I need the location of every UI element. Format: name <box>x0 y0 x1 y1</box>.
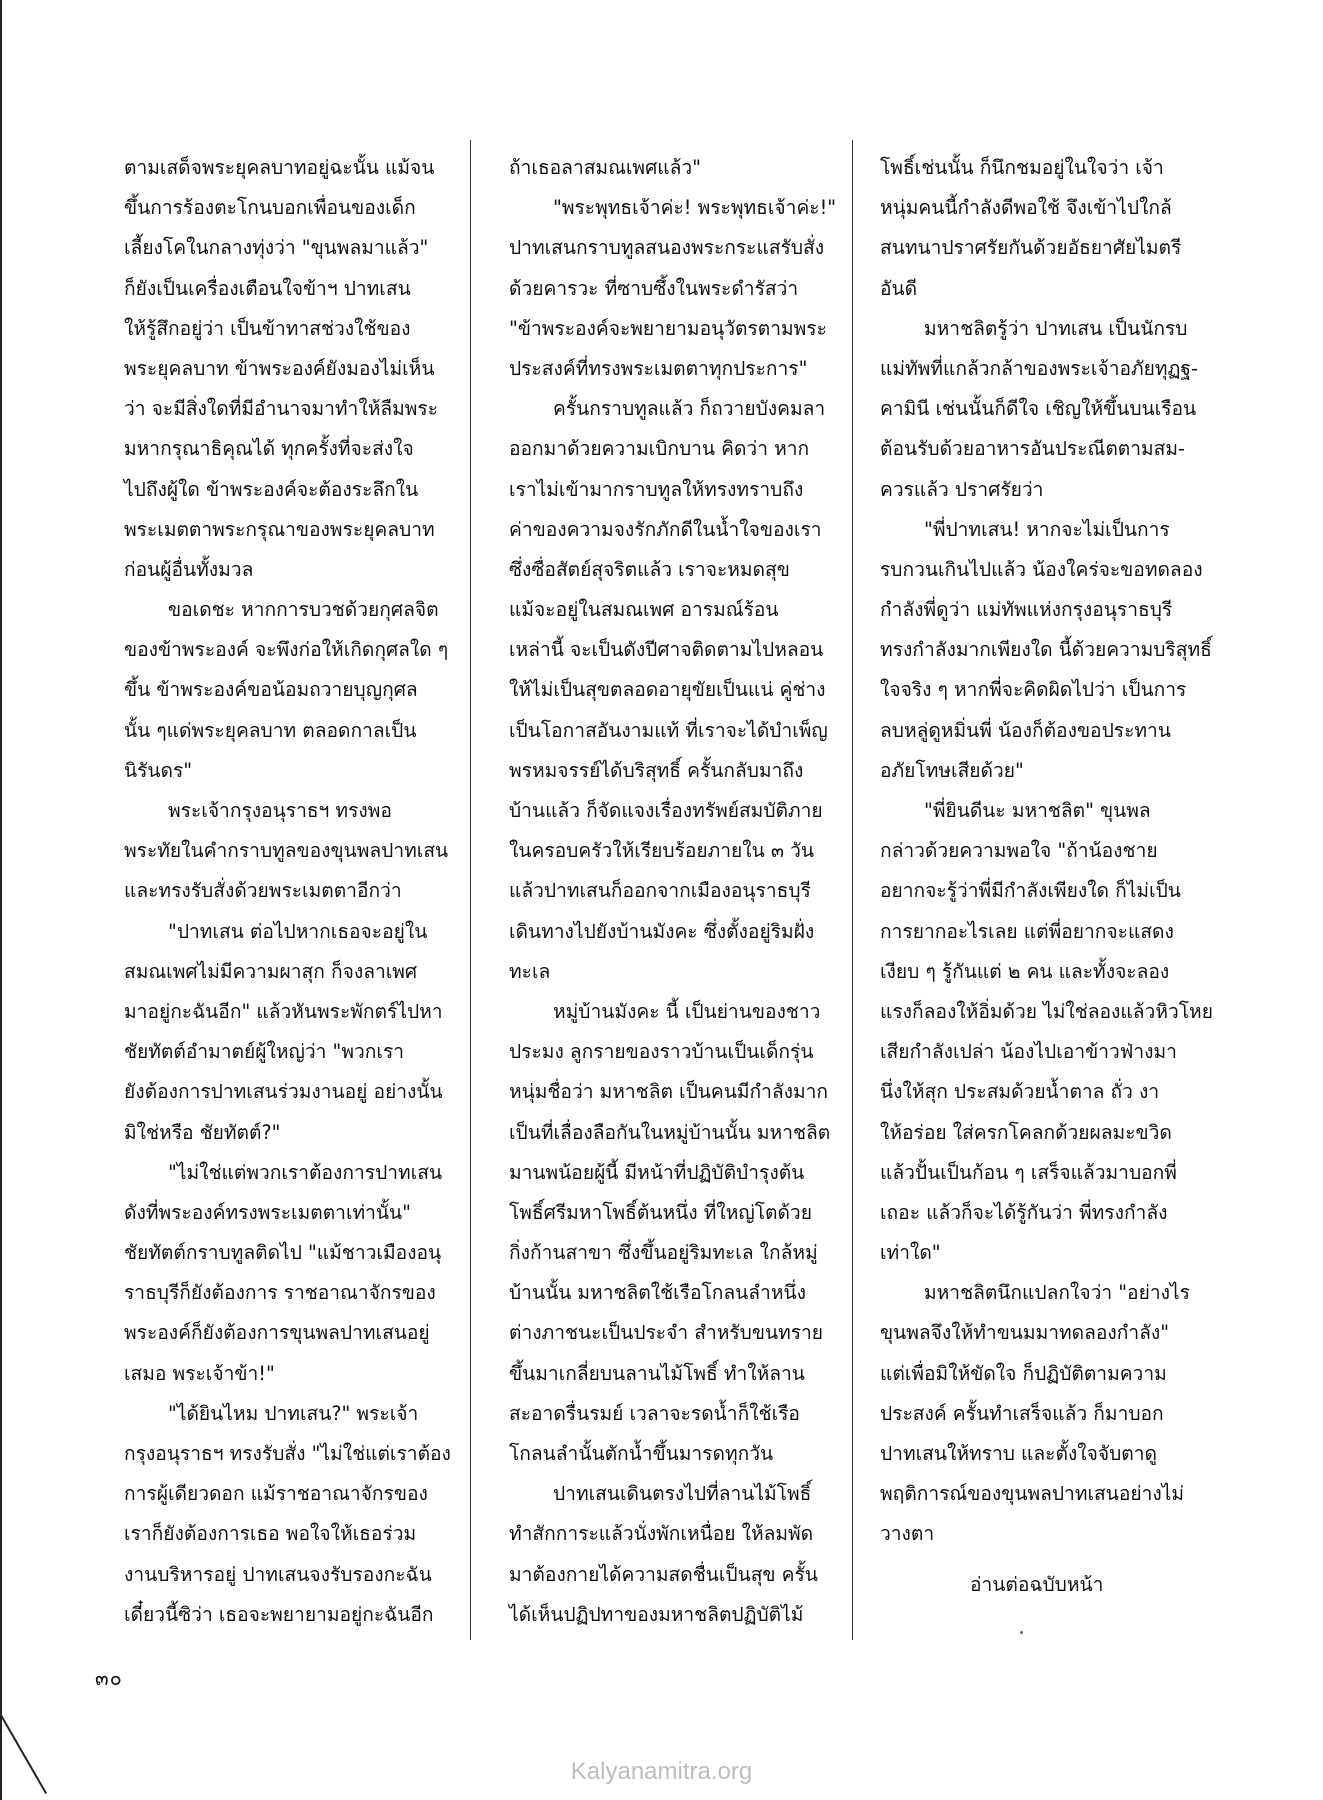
text-line: และทรงรับสั่งด้วยพระเมตตาอีกว่า <box>124 879 402 903</box>
text-line: ทะเล <box>509 959 551 983</box>
text-line: นึ่งให้สุก ประสมด้วยน้ำตาล ถั่ว งา <box>880 1080 1160 1104</box>
text-line: ขึ้น ข้าพระองค์ขอน้อมถวายบุญกุศล <box>124 678 418 702</box>
scan-speck <box>1020 1631 1023 1634</box>
text-line: ขึ้นมาเกลี่ยบนลานไม้โพธิ์ ทำให้ลาน <box>509 1361 805 1385</box>
text-line: ปาทเสนให้ทราบ และตั้งใจจับตาดู <box>880 1442 1158 1465</box>
column-divider <box>852 140 853 1640</box>
text-line: ว่า จะมีสิ่งใดที่มีอำนาจมาทำให้ลืมพระ <box>124 397 439 421</box>
text-line: ได้เห็นปฏิปทาของมหาชลิตปฏิบัติไม้ <box>509 1602 804 1626</box>
text-line: "พระพุทธเจ้าค่ะ! พระพุทธเจ้าค่ะ!" <box>553 196 837 220</box>
text-line: เท่าใด" <box>880 1241 941 1265</box>
text-line: ต้อนรับด้วยอาหารอันประณีตตามสม- <box>880 437 1185 461</box>
text-line: เราไม่เข้ามากราบทูลให้ทรงทราบถึง <box>509 477 804 501</box>
text-line: วางตา <box>880 1522 935 1546</box>
text-line: อยากจะรู้ว่าพี่มีกำลังเพียงใด ก็ไม่เป็น <box>880 879 1181 903</box>
text-line: พรหมจรรย์ได้บริสุทธิ์ ครั้นกลับมาถึง <box>509 758 804 782</box>
text-line: มิใช่หรือ ชัยทัตต์?" <box>124 1120 281 1144</box>
text-line: การยากอะไรเลย แต่พี่อยากจะแสดง <box>880 919 1174 943</box>
text-line: เราก็ยังต้องการเธอ พอใจให้เธอร่วม <box>124 1522 417 1546</box>
text-line: ไปถึงผู้ใด ข้าพระองค์จะต้องระลึกใน <box>124 477 419 501</box>
text-line: เป็นโอกาสอันงามแท้ ที่เราจะได้บำเพ็ญ <box>509 718 828 742</box>
text-line: เถอะ แล้วก็จะได้รู้กันว่า พี่ทรงกำลัง <box>880 1200 1168 1224</box>
text-line: รบกวนเกินไปแล้ว น้องใคร่จะขอทดลอง <box>880 557 1203 581</box>
text-line: ขุนพลจึงให้ทำขนมมาทดลองกำลัง" <box>880 1321 1170 1345</box>
text-line: แล้วปาทเสนก็ออกจากเมืองอนุราธบุรี <box>509 879 811 903</box>
text-line: ประสงค์ที่ทรงพระเมตตาทุกประการ" <box>509 356 808 380</box>
text-line: อภัยโทษเสียด้วย" <box>880 758 1024 782</box>
text-line: แม่ทัพที่แกล้วกล้าของพระเจ้าอภัยทุฏฐ- <box>880 356 1198 380</box>
text-line: "ข้าพระองค์จะพยายามอนุวัตรตามพระ <box>509 316 827 340</box>
text-line: มานพน้อยผู้นี้ มีหน้าที่ปฏิบัติบำรุงต้น <box>509 1160 805 1184</box>
text-line: เดินทางไปยังบ้านมังคะ ซึ่งตั้งอยู่ริมฝั่ง <box>509 919 815 943</box>
text-line: ให้ไม่เป็นสุขตลอดอายุขัยเป็นแน่ คู่ช่าง <box>509 678 826 702</box>
text-line: แต่เพื่อมิให้ขัดใจ ก็ปฏิบัติตามความ <box>880 1361 1167 1385</box>
text-line: "ปาทเสน ต่อไปหากเธอจะอยู่ใน <box>168 919 428 943</box>
text-line: คามินี เช่นนั้นก็ดีใจ เชิญให้ขึ้นบนเรือน <box>880 397 1197 421</box>
text-line: ประมง ลูกรายของราวบ้านเป็นเด็กรุ่น <box>509 1040 814 1064</box>
text-line: ให้รู้สึกอยู่ว่า เป็นข้าทาสช่วงใช้ของ <box>124 316 411 340</box>
text-line: มาต้องกายได้ความสดชื่นเป็นสุข ครั้น <box>509 1562 818 1586</box>
text-line: เสียกำลังเปล่า น้องไปเอาข้าวฟ่างมา <box>880 1040 1177 1064</box>
text-line: ก็ยังเป็นเครื่องเตือนใจข้าฯ ปาทเสน <box>124 276 411 300</box>
text-line: เดี๋ยวนี้ซิว่า เธอจะพยายามอยู่กะฉันอีก <box>124 1602 434 1626</box>
text-line: ราธบุรีก็ยังต้องการ ราชอาณาจักรของ <box>124 1281 436 1305</box>
text-line: โพธิ์เช่นนั้น ก็นึกชมอยู่ในใจว่า เจ้า <box>880 156 1164 179</box>
text-line: ขอเดชะ หากการบวชด้วยกุศลจิต <box>168 598 439 622</box>
text-line: นั้น ๆแด่พระยุคลบาท ตลอดกาลเป็น <box>124 718 417 742</box>
text-line: ทรงกำลังมากเพียงใด นี้ด้วยความบริสุทธิ์ <box>880 638 1212 662</box>
text-line: ชัยทัตต์กราบทูลติดไป "แม้ชาวเมืองอนุ <box>124 1241 442 1265</box>
text-line: พระเมตตาพระกรุณาของพระยุคลบาท <box>124 517 435 541</box>
text-line: ประสงค์ ครั้นทำเสร็จแล้ว ก็มาบอก <box>880 1401 1164 1425</box>
text-line: ลบหลู่ดูหมิ่นพี่ น้องก็ต้องขอประทาน <box>880 718 1171 742</box>
text-line: ซึ่งซื่อสัตย์สุจริตแล้ว เราจะหมดสุข <box>509 557 790 581</box>
text-line: ชัยทัตต์อำมาตย์ผู้ใหญ่ว่า "พวกเรา <box>124 1040 405 1064</box>
text-line: โพธิ์ศรีมหาโพธิ์ต้นหนึ่ง ที่ใหญ่โตด้วย <box>509 1200 812 1224</box>
text-line: กรุงอนุราธฯ ทรงรับสั่ง "ไม่ใช่แต่เราต้อง <box>124 1442 451 1465</box>
text-line: พระยุคลบาท ข้าพระองค์ยังมองไม่เห็น <box>124 356 435 380</box>
text-line: ให้อร่อย ใส่ครกโคลกด้วยผลมะขวิด <box>880 1120 1172 1144</box>
text-line: ค่าของความจงรักภักดีในน้ำใจของเรา <box>509 517 822 541</box>
text-line: อันดี <box>880 276 918 300</box>
page-number: ๓๐ <box>95 1666 123 1690</box>
text-line: ขึ้นการร้องตะโกนบอกเพื่อนของเด็ก <box>124 196 416 220</box>
text-line: หนุ่มชื่อว่า มหาชลิต เป็นคนมีกำลังมาก <box>509 1080 829 1104</box>
text-line: "พี่ยินดีนะ มหาชลิต" ขุนพล <box>924 799 1151 822</box>
watermark: Kalyanamitra.org <box>570 1758 753 1785</box>
text-line: กำลังพี่ดูว่า แม่ทัพแห่งกรุงอนุราธบุรี <box>880 598 1173 622</box>
text-line: มหาชลิตรู้ว่า ปาทเสน เป็นนักรบ <box>924 316 1188 340</box>
text-line: แม้จะอยู่ในสมณเพศ อารมณ์ร้อน <box>509 598 779 622</box>
text-line: ในครอบครัวให้เรียบร้อยภายใน ๓ วัน <box>509 839 814 863</box>
text-line: มาอยู่กะฉันอีก" แล้วหันพระพักตร์ไปหา <box>124 999 443 1023</box>
text-line: ด้วยคารวะ ที่ซาบซึ้งในพระดำรัสว่า <box>509 276 799 300</box>
text-line: ครั้นกราบทูลแล้ว ก็ถวายบังคมลา <box>553 397 826 421</box>
text-line: สะอาดรื่นรมย์ เวลาจะรดน้ำก็ใช้เรือ <box>509 1401 800 1425</box>
text-line: "พี่ปาทเสน! หากจะไม่เป็นการ <box>924 517 1170 541</box>
text-line: พระองค์ก็ยังต้องการขุนพลปาทเสนอยู่ <box>124 1321 430 1345</box>
text-line: ควรแล้ว ปราศรัยว่า <box>880 477 1044 501</box>
text-line: มหาชลิตนึกแปลกใจว่า "อย่างไร <box>924 1281 1190 1305</box>
column-divider <box>470 140 471 1640</box>
text-column-2 <box>509 148 837 1635</box>
text-line: แล้วปั้นเป็นก้อน ๆ เสร็จแล้วมาบอกพี่ <box>880 1160 1177 1184</box>
text-line: งานบริหารอยู่ ปาทเสนจงรับรองกะฉัน <box>124 1562 432 1586</box>
text-line: เป็นที่เลื่องลือกันในหมู่บ้านนั้น มหาชลิต <box>509 1120 831 1144</box>
text-line: ทำสักการะแล้วนั่งพักเหนื่อย ให้ลมพัด <box>509 1522 814 1546</box>
text-line: พระทัยในคำกราบทูลของขุนพลปาทเสน <box>124 839 449 863</box>
text-line: กิ่งก้านสาขา ซึ่งขึ้นอยู่ริมทะเล ใกล้หมู่ <box>509 1241 818 1265</box>
text-line: เงียบ ๆ รู้กันแต่ ๒ คน และทั้งจะลอง <box>880 959 1170 983</box>
scan-edge <box>0 0 2 1800</box>
text-line: การผู้เดียวดอก แม้ราชอาณาจักรของ <box>124 1482 428 1506</box>
text-line: ปาทเสนเดินตรงไปที่ลานไม้โพธิ์ <box>553 1482 812 1506</box>
text-line: แรงก็ลองให้อิ่มด้วย ไม่ใช่ลองแล้วหิวโหย <box>880 999 1213 1023</box>
text-line: ถ้าเธอลาสมณเพศแล้ว" <box>509 156 701 179</box>
text-line: "ได้ยินไหม ปาทเสน?" พระเจ้า <box>168 1401 419 1425</box>
text-line: หมู่บ้านมังคะ นี้ เป็นย่านของชาว <box>553 999 821 1023</box>
text-line: หนุ่มคนนี้กำลังดีพอใช้ จึงเข้าไปใกล้ <box>880 196 1172 220</box>
text-line: บ้านแล้ว ก็จัดแจงเรื่องทรัพย์สมบัติภาย <box>509 799 823 822</box>
text-line: ตามเสด็จพระยุคลบาทอยู่ฉะนั้น แม้จน <box>124 156 435 179</box>
text-line: สนทนาปราศรัยกันด้วยอัธยาศัยไมตรี <box>880 236 1182 260</box>
text-line: ใจจริง ๆ หากพี่จะคิดผิดไปว่า เป็นการ <box>880 678 1187 702</box>
text-column-1 <box>124 148 451 1635</box>
text-line: ปาทเสนกราบทูลสนองพระกระแสรับสั่ง <box>509 236 825 260</box>
text-line: ออกมาด้วยความเบิกบาน คิดว่า หาก <box>509 437 810 461</box>
text-line: "ไม่ใช่แต่พวกเราต้องการปาทเสน <box>168 1160 443 1184</box>
text-line: ของข้าพระองค์ จะพึงก่อให้เกิดกุศลใด ๆ <box>124 638 449 662</box>
text-line: มหากรุณาธิคุณได้ ทุกครั้งที่จะส่งใจ <box>124 437 414 461</box>
text-line: สมณเพศไม่มีความผาสุก ก็จงลาเพศ <box>124 959 418 983</box>
text-line: พระเจ้ากรุงอนุราธฯ ทรงพอ <box>168 799 392 822</box>
text-line: ยังต้องการปาทเสนร่วมงานอยู่ อย่างนั้น <box>124 1080 443 1104</box>
text-column-3 <box>880 148 1213 1555</box>
text-line: เลี้ยงโคในกลางทุ่งว่า "ขุนพลมาแล้ว" <box>124 236 429 260</box>
text-line: เหล่านี้ จะเป็นดังปีศาจติดตามไปหลอน <box>509 638 824 662</box>
continued-note: อ่านต่อฉบับหน้า <box>970 1573 1104 1596</box>
text-line: กล่าวด้วยความพอใจ "ถ้าน้องชาย <box>880 839 1158 863</box>
text-line: ก่อนผู้อื่นทั้งมวล <box>124 557 254 581</box>
text-line: พฤติการณ์ของขุนพลปาทเสนอย่างไม่ <box>880 1482 1185 1506</box>
text-line: บ้านนั้น มหาชลิตใช้เรือโกลนลำหนึ่ง <box>509 1281 806 1305</box>
text-line: นิรันดร" <box>124 758 193 782</box>
text-line: โกลนลำนั้นตักน้ำขึ้นมารดทุกวัน <box>509 1442 774 1465</box>
text-line: เสมอ พระเจ้าข้า!" <box>124 1361 275 1385</box>
text-line: ต่างภาชนะเป็นประจำ สำหรับขนทราย <box>509 1321 824 1345</box>
text-line: ดังที่พระองค์ทรงพระเมตตาเท่านั้น" <box>124 1200 411 1224</box>
